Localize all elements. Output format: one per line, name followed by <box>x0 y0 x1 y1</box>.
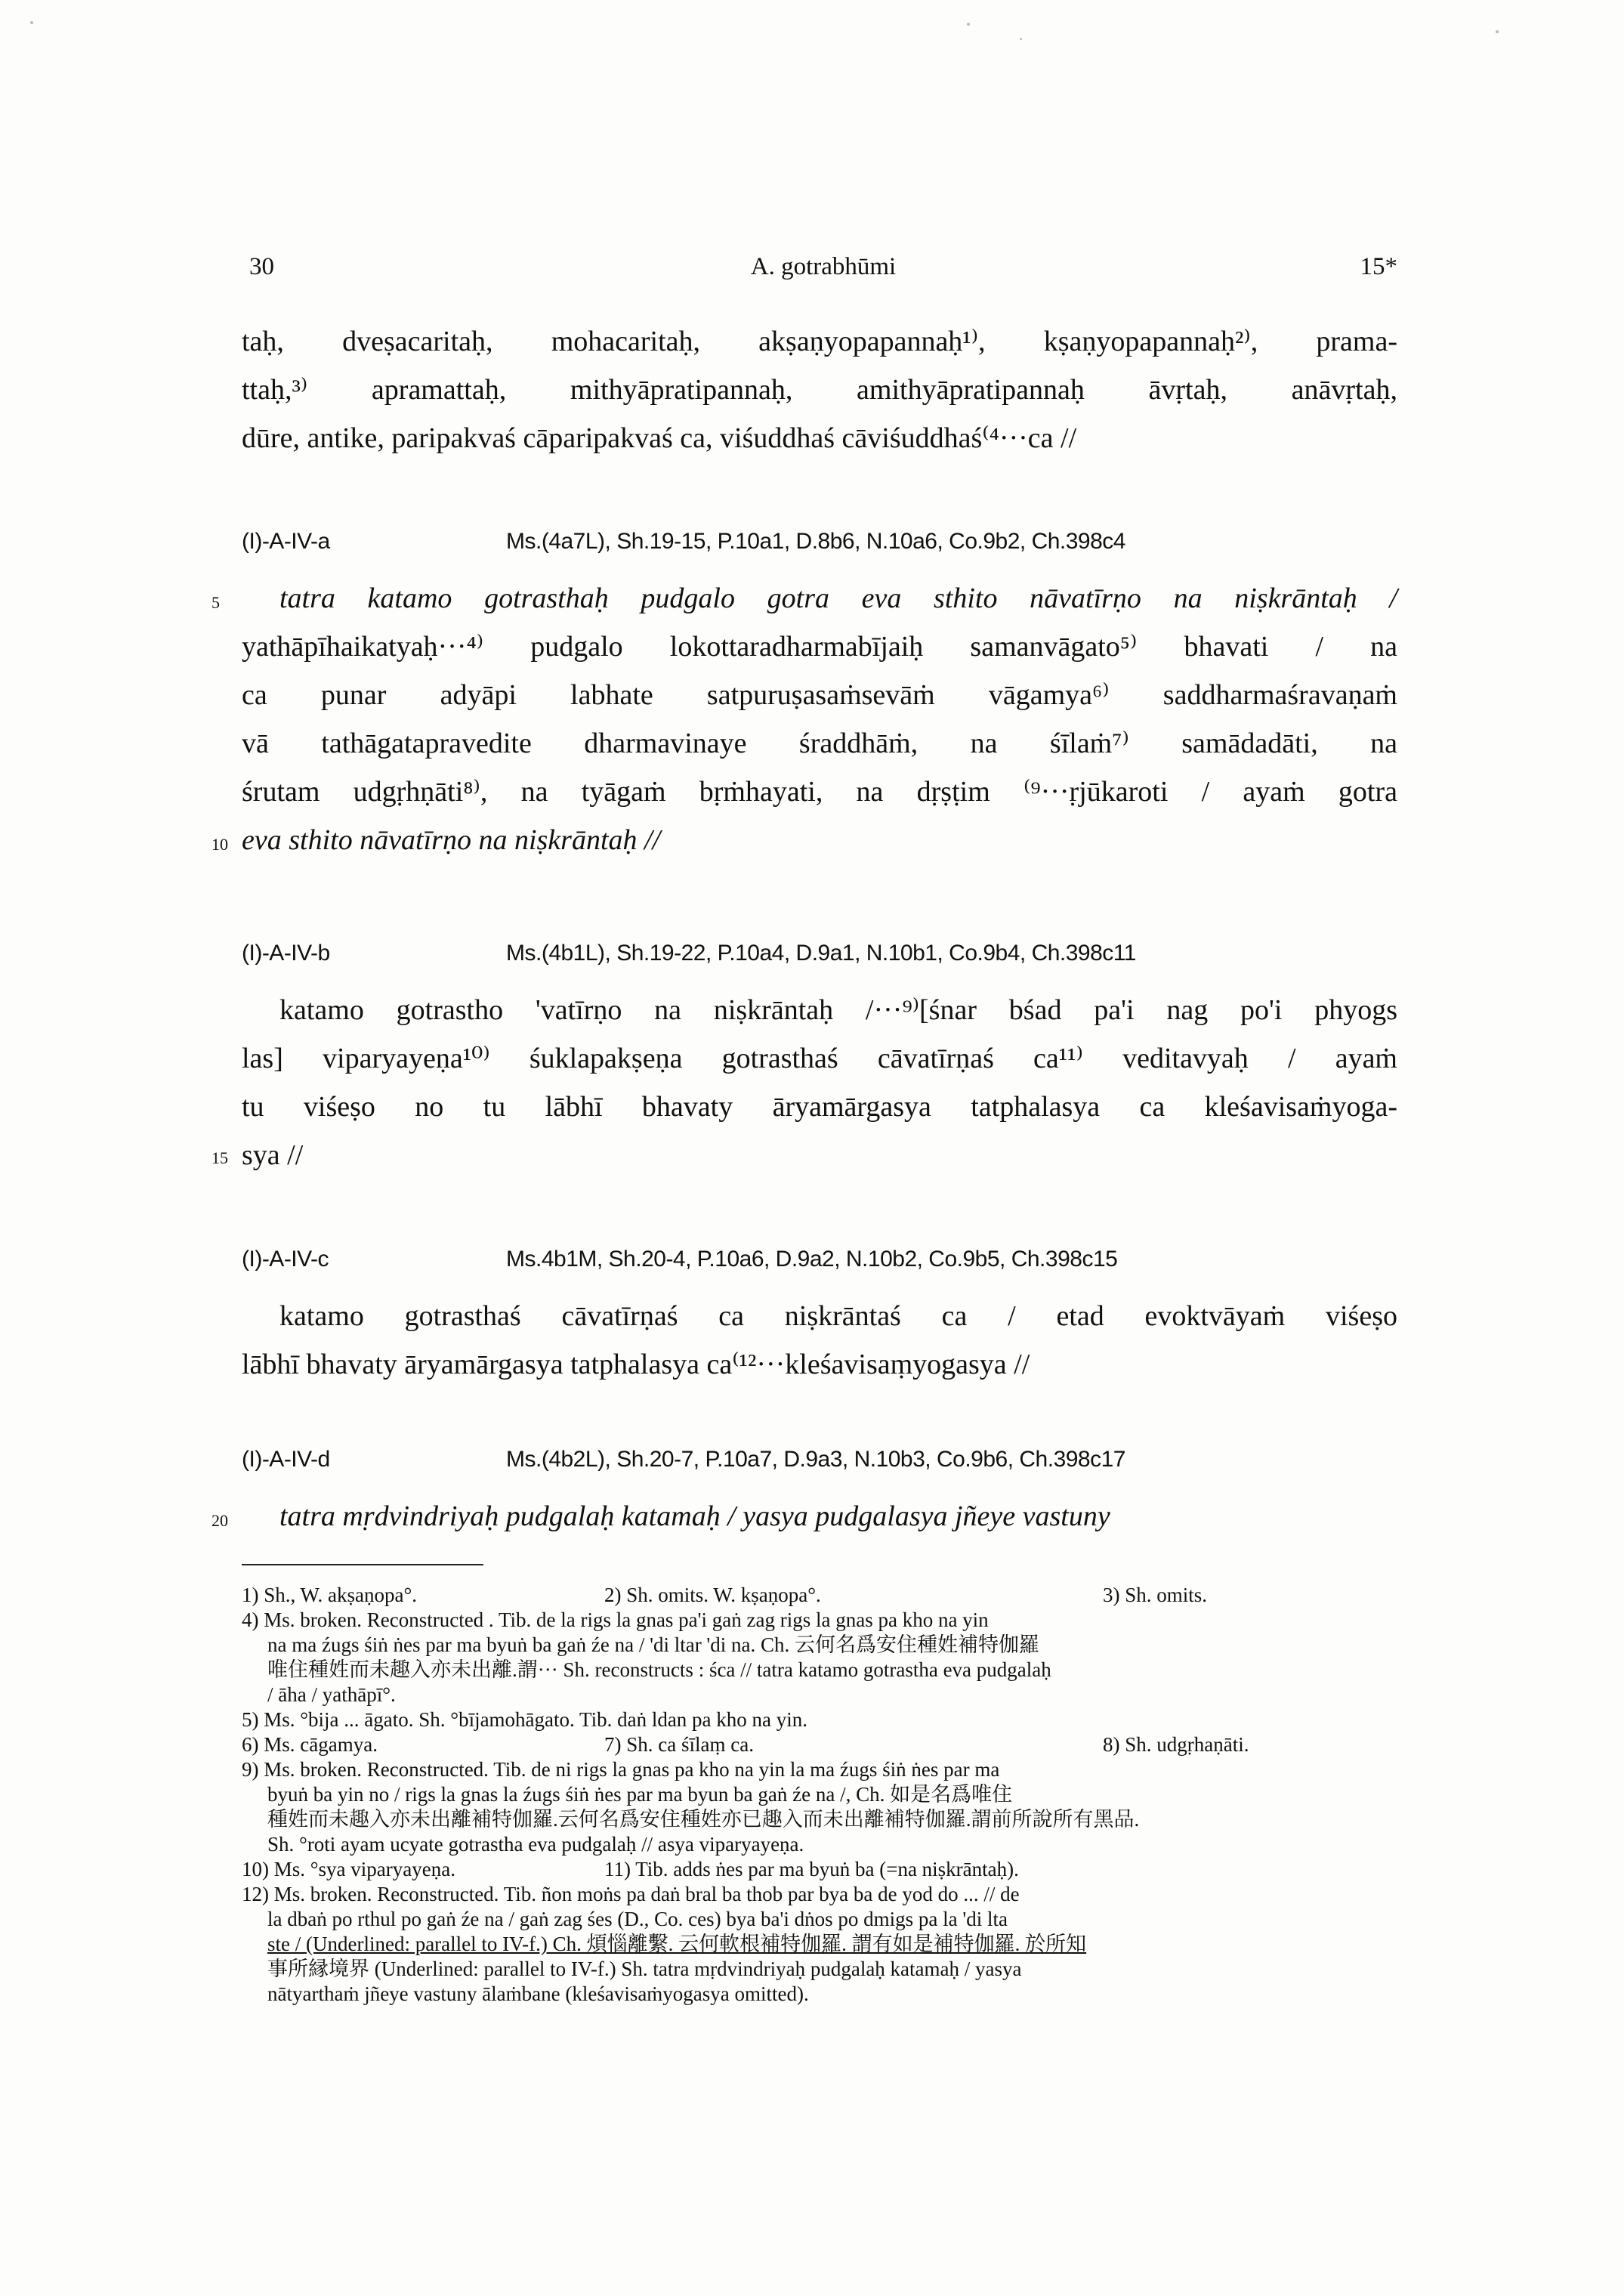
text-line: sya // <box>242 1139 304 1171</box>
footnote-line: byuṅ ba yin no / rigs la gnas la źugs śiṅ ṅes par ma byun ba gaṅ źe na /, Ch. 如是名爲唯住 <box>267 1783 1013 1806</box>
line-number: 10 <box>211 835 228 854</box>
footnote-6: 6) Ms. cāgamya. <box>242 1733 378 1756</box>
section-marker: 15* <box>1360 253 1397 280</box>
text-line: śrutam udgṛhṇāti⁸⁾, na tyāgaṁ bṛṁhayati, na dṛṣṭim ⁽⁹···ṛjūkaroti / ayaṁ gotra <box>242 776 1397 808</box>
footnote-8: 8) Sh. udgṛhaṇāti. <box>1103 1733 1249 1756</box>
scan-speck <box>1496 30 1499 33</box>
line-number: 20 <box>211 1511 228 1530</box>
page-number: 30 <box>249 253 274 280</box>
footnote-5: 5) Ms. °bija ... āgato. Sh. °bījamohāgato. Tib. daṅ ldan pa kho na yin. <box>242 1708 808 1731</box>
footnote-12 <box>242 1882 1397 2007</box>
footnote-divider <box>242 1564 483 1565</box>
footnotes <box>242 1583 1397 2007</box>
footnote-2: 2) Sh. omits. W. kṣaṇopa°. <box>604 1584 821 1606</box>
scan-speck <box>30 21 33 24</box>
section-references: Ms.(4b2L), Sh.20-7, P.10a7, D.9a3, N.10b3, Co.9b6, Ch.398c17 <box>506 1447 1125 1472</box>
section-label: (I)-A-IV-c <box>242 1247 329 1272</box>
section-references: Ms.4b1M, Sh.20-4, P.10a6, D.9a2, N.10b2, Co.9b5, Ch.398c15 <box>506 1247 1118 1272</box>
footnote-line: na ma źugs śiṅ ṅes par ma byuṅ ba gaṅ źe na / 'di ltar 'di na. Ch. 云何名爲安住種姓補特伽羅 <box>267 1633 1040 1656</box>
text-line: las] viparyayeṇa¹⁰⁾ śuklapakṣeṇa gotrasthaś cāvatīrṇaś ca¹¹⁾ veditavyaḥ / ayaṁ <box>242 1043 1397 1074</box>
running-header <box>249 253 1397 291</box>
footnote-10: 10) Ms. °sya viparyayeṇa. <box>242 1858 455 1880</box>
text-line: eva sthito nāvatīrṇo na niṣkrāntaḥ // <box>242 824 661 856</box>
section-label: (I)-A-IV-b <box>242 941 330 966</box>
footnote-line: 唯住種姓而未趣入亦未出離.謂··· Sh. reconstructs : śca // tatra katamo gotrastha eva pudgalaḥ <box>267 1658 1051 1681</box>
line-number: 15 <box>211 1148 228 1167</box>
footnote-1: 1) Sh., W. akṣaṇopa°. <box>242 1584 418 1606</box>
footnote-line: nātyarthaṁ jñeye vastuny ālaṁbane (kleśavisaṁyogasya omitted). <box>267 1982 809 2005</box>
chapter-title: A. gotrabhūmi <box>750 253 897 280</box>
footnote-line: ste / (Underlined: parallel to IV-f.) Ch. 煩惱離繫. 云何軟根補特伽羅. 謂有如是補特伽羅. 於所知 <box>267 1933 1087 1955</box>
footnote-3: 3) Sh. omits. <box>1103 1584 1208 1606</box>
text-line: tatra mṛdvindriyaḥ pudgalaḥ katamaḥ / yasya pudgalasya jñeye vastuny <box>279 1500 1110 1532</box>
section-references: Ms.(4b1L), Sh.19-22, P.10a4, D.9a1, N.10b1, Co.9b4, Ch.398c11 <box>506 941 1136 966</box>
scan-speck <box>1020 38 1022 40</box>
section-a-text <box>242 574 1397 864</box>
scan-speck <box>967 23 970 26</box>
text-line: yathāpīhaikatyaḥ···⁴⁾ pudgalo lokottaradharmabījaiḥ samanvāgato⁵⁾ bhavati / na <box>242 631 1397 663</box>
footnote-4 <box>242 1608 1397 1707</box>
footnote-line: 4) Ms. broken. Reconstructed . Tib. de la rigs la gnas pa'i gaṅ zag rigs la gnas pa kho na yin <box>242 1608 989 1631</box>
footnote-line: Sh. °roti ayam ucyate gotrastha eva pudgalaḥ // asya viparyayeṇa. <box>267 1833 804 1856</box>
text-line: taḥ, dveṣacaritaḥ, mohacaritaḥ, akṣaṇyopapannaḥ¹⁾, kṣaṇyopapannaḥ²⁾, prama- <box>242 326 1397 357</box>
footnote-row <box>242 1857 1397 1882</box>
section-b-text <box>242 986 1397 1179</box>
footnote-line: 種姓而未趣入亦未出離補特伽羅.云何名爲安住種姓亦已趣入而未出離補特伽羅.謂前所說所有黑品. <box>267 1808 1140 1831</box>
section-d-text <box>242 1492 1397 1540</box>
text-line: lābhī bhavaty āryamārgasya tatphalasya ca⁽¹²···kleśavisaṃyogasya // <box>242 1349 1030 1380</box>
footnote-line: 事所縁境界 (Underlined: parallel to IV-f.) Sh. tatra mṛdvindriyaḥ pudgalaḥ katamaḥ / yasya <box>267 1958 1022 1980</box>
text-line: katamo gotrastho 'vatīrṇo na niṣkrāntaḥ /···⁹⁾[śnar bśad pa'i nag po'i phyogs <box>279 994 1397 1026</box>
text-line: ttaḥ,³⁾ apramattaḥ, mithyāpratipannaḥ, amithyāpratipannaḥ āvṛtaḥ, anāvṛtaḥ, <box>242 374 1397 406</box>
footnote-7: 7) Sh. ca śīlaṃ ca. <box>604 1733 754 1756</box>
footnote-row <box>242 1583 1397 1608</box>
section-label: (I)-A-IV-d <box>242 1447 330 1472</box>
text-line: dūre, antike, paripakvaś cāparipakvaś ca, viśuddhaś cāviśuddhaś⁽⁴···ca // <box>242 422 1077 454</box>
text-line: vā tathāgatapravedite dharmavinaye śraddhāṁ, na śīlaṁ⁷⁾ samādadāti, na <box>242 728 1397 759</box>
footnote-line: 9) Ms. broken. Reconstructed. Tib. de ni rigs la gnas pa kho na yin la ma źugs śiṅ ṅes par ma <box>242 1758 1000 1781</box>
section-label: (I)-A-IV-a <box>242 529 330 554</box>
text-line: ca punar adyāpi labhate satpuruṣasaṁsevāṁ vāgamya⁶⁾ saddharmaśravaṇaṁ <box>242 679 1397 711</box>
text-line: tatra katamo gotrasthaḥ pudgalo gotra eva sthito nāvatīrṇo na niṣkrāntaḥ / <box>279 582 1397 614</box>
text-line: tu viśeṣo no tu lābhī bhavaty āryamārgasya tatphalasya ca kleśavisaṁyoga- <box>242 1091 1397 1123</box>
footnote-line: la dbaṅ po rthul po gaṅ źe na / gaṅ zag śes (D., Co. ces) bya ba'i dṅos po dmigs pa la 'di lta <box>267 1908 1008 1930</box>
intro-paragraph <box>242 317 1397 462</box>
footnote-row <box>242 1732 1397 1757</box>
section-c-text <box>242 1292 1397 1389</box>
text-line: katamo gotrasthaś cāvatīrṇaś ca niṣkrāntaś ca / etad evoktvāyaṁ viśeṣo <box>279 1300 1397 1332</box>
section-references: Ms.(4a7L), Sh.19-15, P.10a1, D.8b6, N.10a6, Co.9b2, Ch.398c4 <box>506 529 1125 554</box>
footnote-line: 12) Ms. broken. Reconstructed. Tib. ñon moṅs pa daṅ bral ba thob par bya ba de yod do ... // de <box>242 1883 1020 1905</box>
line-number: 5 <box>211 593 220 612</box>
footnote-line: / āha / yathāpī°. <box>267 1683 396 1706</box>
footnote-9 <box>242 1757 1397 1857</box>
footnote-11: 11) Tib. adds ṅes par ma byuṅ ba (=na niṣkrāntaḥ). <box>604 1858 1019 1880</box>
